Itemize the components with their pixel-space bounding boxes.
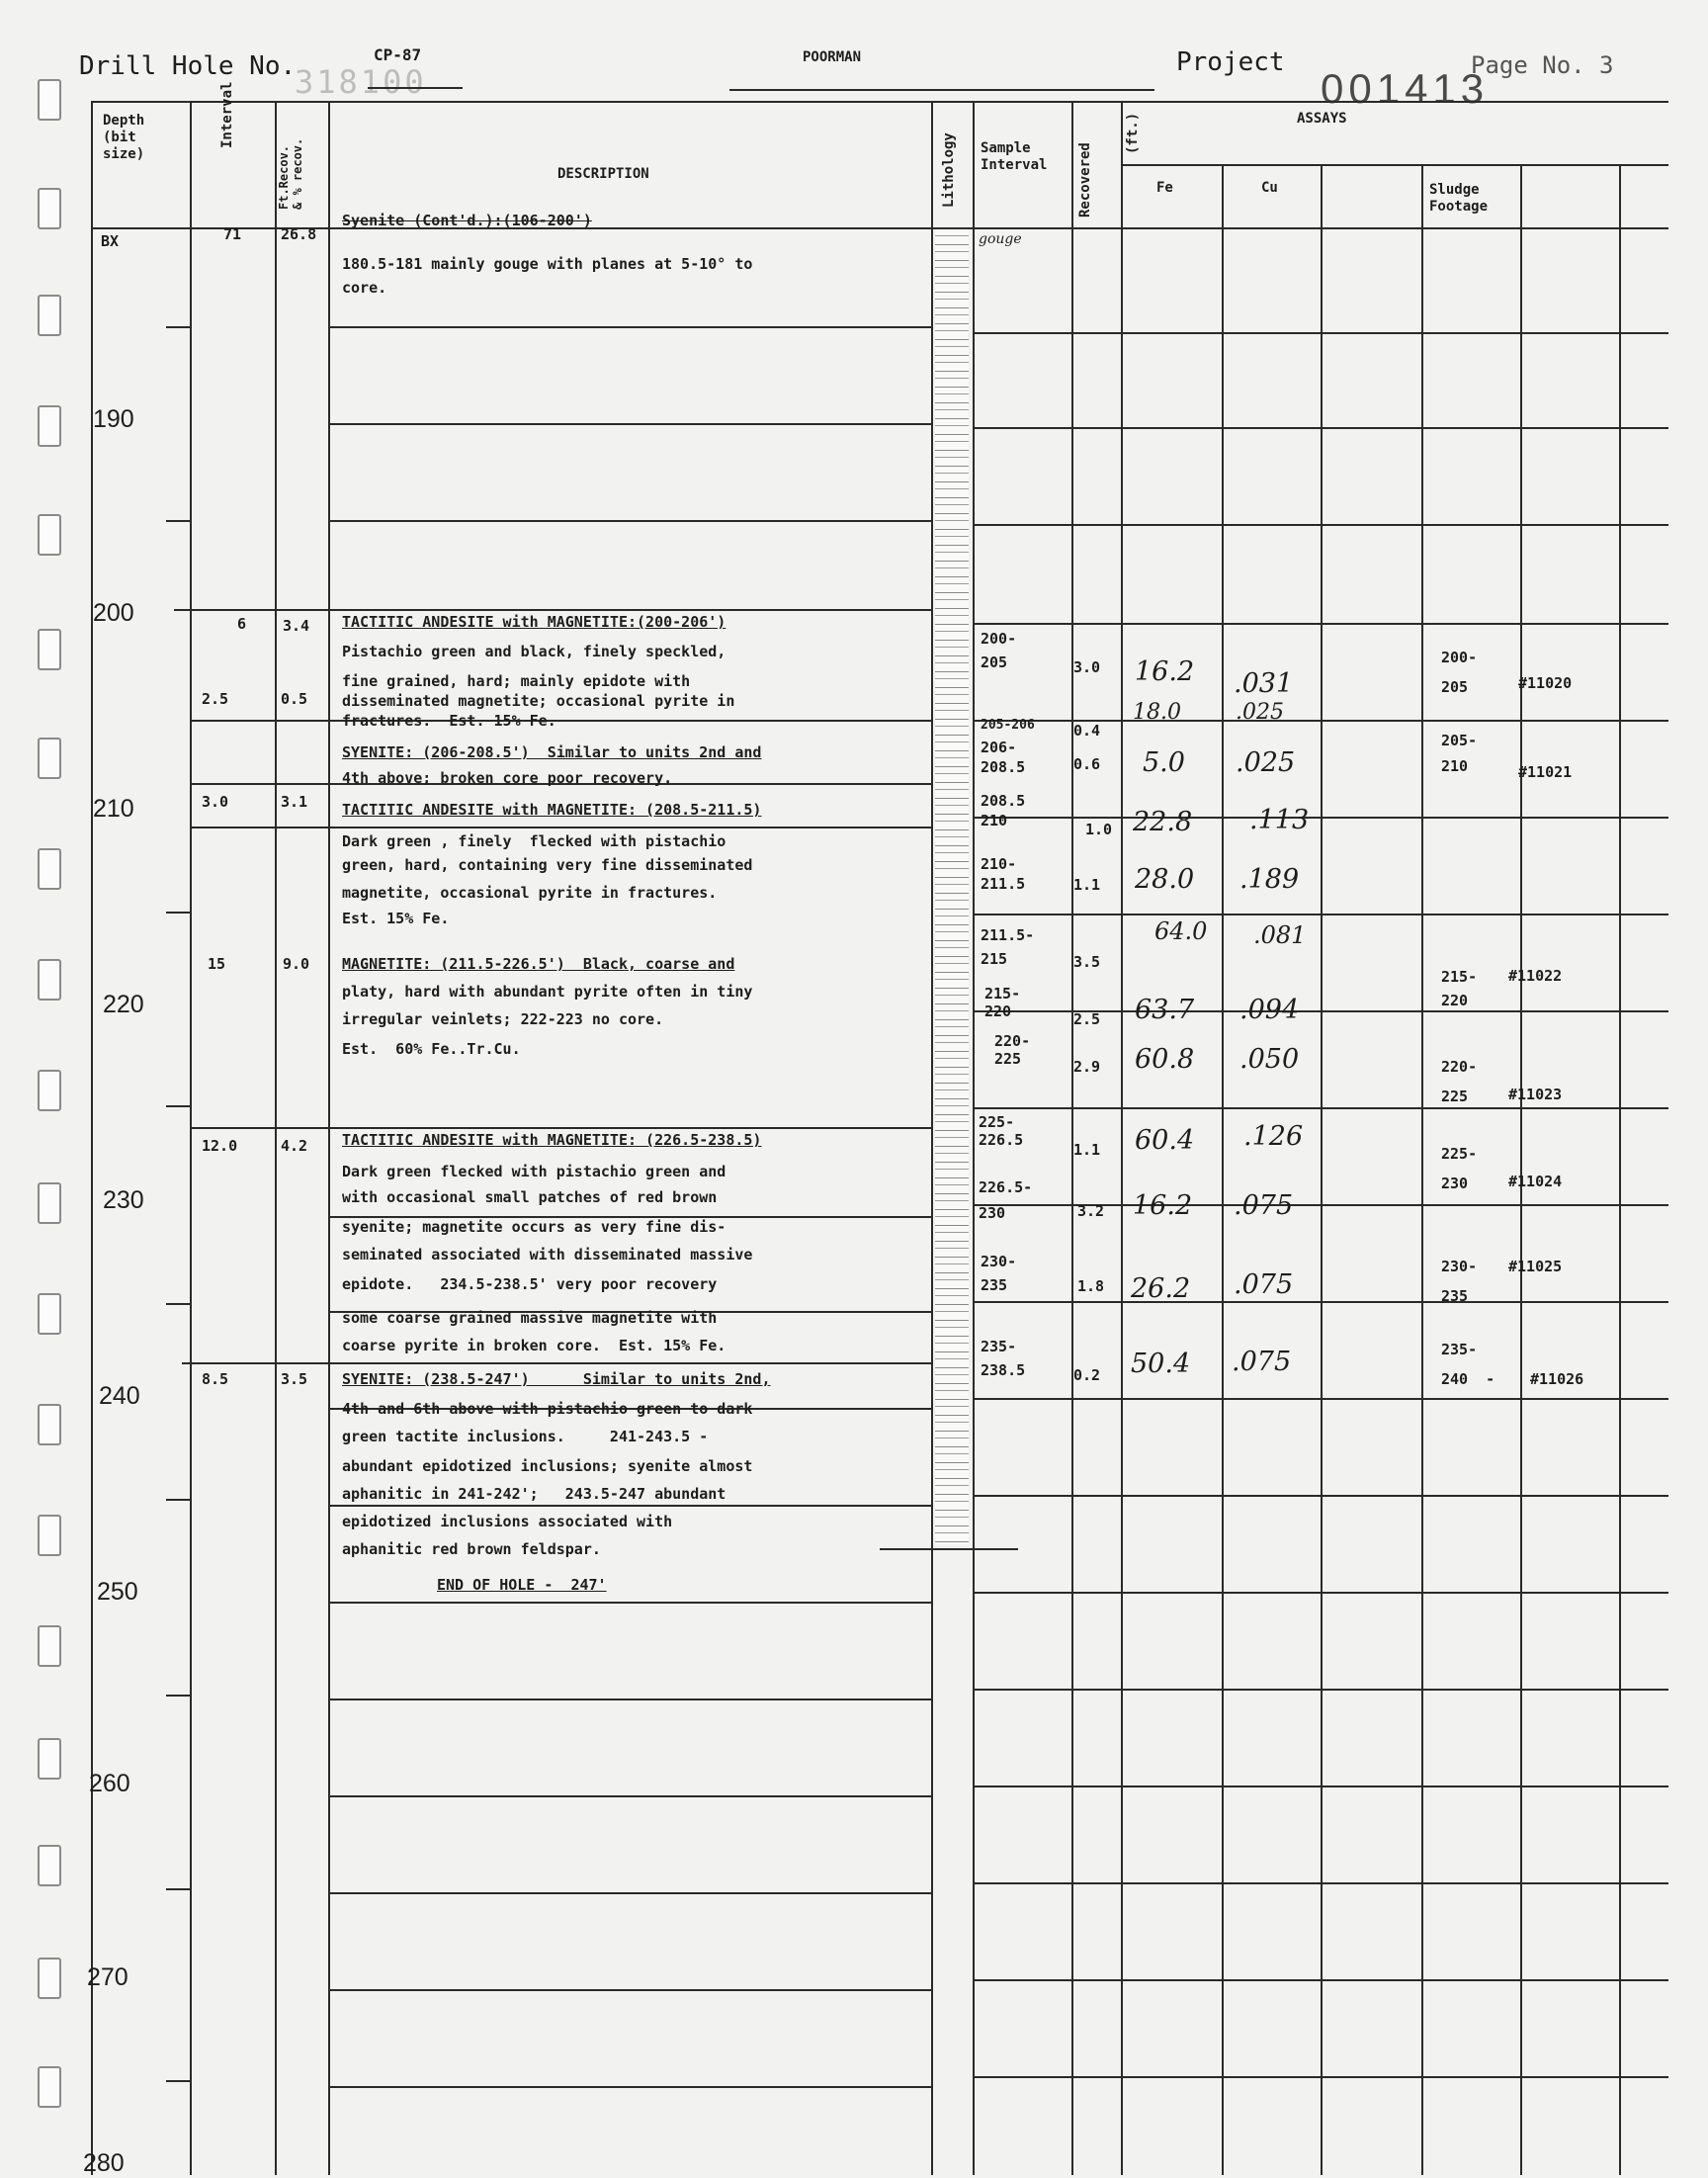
binder-hole: [38, 629, 61, 670]
depth-label: 260: [89, 1770, 130, 1797]
drill-hole-stamp: 318100: [295, 63, 427, 101]
sample-cu: .081: [1253, 921, 1307, 949]
description-unit-heading: TACTITIC ANDESITE with MAGNETITE:(200-206'): [342, 613, 726, 631]
header-fe: Fe: [1156, 180, 1173, 196]
description-unit-heading: SYENITE: (238.5-247') Similar to units 2nd,: [342, 1370, 771, 1388]
sample-cu: .075: [1234, 1269, 1294, 1300]
sample-cu: .094: [1239, 995, 1300, 1025]
sludge-footage: 220- 225: [1441, 1058, 1478, 1105]
description-line: epidote. 234.5-238.5' very poor recovery: [342, 1275, 718, 1293]
description-line: Est. 60% Fe..Tr.Cu.: [342, 1040, 521, 1058]
sample-fe: 64.0: [1154, 917, 1208, 945]
sample-interval: 226.5- 230: [979, 1178, 1033, 1222]
description-line: abundant epidotized inclusions; syenite almost: [342, 1457, 753, 1475]
sludge-number: #11021: [1518, 763, 1573, 781]
header-recovery: Ft.Recov. & % recov.: [277, 137, 304, 210]
recovery-value: 0.5: [281, 690, 308, 708]
description-line: seminated associated with disseminated massive: [342, 1246, 753, 1263]
description-line: Est. 15% Fe.: [342, 910, 450, 927]
interval-value: 6: [237, 615, 247, 633]
interval-value: 71: [223, 225, 242, 243]
sample-recovered: 3.5: [1073, 953, 1101, 971]
binder-hole: [38, 1070, 61, 1111]
sample-fe: 22.8: [1133, 807, 1193, 837]
sample-interval: 230- 235: [981, 1253, 1017, 1294]
binder-hole: [38, 2066, 61, 2108]
sample-fe: 18.0: [1133, 700, 1181, 725]
description-line: aphanitic in 241-242'; 243.5-247 abundant: [342, 1485, 726, 1503]
binder-hole: [38, 188, 61, 229]
header-assays: ASSAYS: [1297, 111, 1347, 127]
end-of-hole: END OF HOLE - 247': [437, 1576, 607, 1594]
sample-recovered: 2.5: [1073, 1010, 1101, 1028]
description-line: 4th above; broken core poor recovery.: [342, 769, 673, 787]
sludge-number: #11022: [1508, 967, 1563, 985]
sample-recovered: 3.2: [1077, 1202, 1105, 1220]
sample-recovered: 0.6: [1073, 755, 1101, 773]
description-line: aphanitic red brown feldspar.: [342, 1540, 601, 1558]
sample-interval: 211.5- 215: [981, 926, 1035, 968]
binder-hole: [38, 405, 61, 447]
description-line: Dark green , finely flecked with pistachio: [342, 832, 726, 850]
sample-fe: 60.4: [1135, 1125, 1195, 1156]
lithology-strip: [935, 229, 969, 1544]
recovery-value: 3.5: [281, 1370, 308, 1388]
interval-value: 3.0: [202, 793, 229, 811]
description-line: some coarse grained massive magnetite with: [342, 1309, 718, 1327]
description-line: Dark green flecked with pistachio green and: [342, 1163, 726, 1180]
sample-cu: .075: [1232, 1347, 1292, 1377]
description-line: 4th and 6th above with pistachio green to dark: [342, 1400, 753, 1418]
description-line: disseminated magnetite; occasional pyrite in: [342, 692, 735, 710]
sample-cu: .031: [1234, 668, 1294, 699]
description-line: fractures. Est. 15% Fe.: [342, 712, 556, 730]
sludge-footage: 225- 230: [1441, 1145, 1478, 1192]
binder-hole: [38, 1182, 61, 1224]
drill-hole-label: Drill Hole No.: [79, 51, 297, 81]
depth-label: 270: [87, 1963, 128, 1991]
description-line: with occasional small patches of red brown: [342, 1188, 718, 1206]
description-line: green, hard, containing very fine disseminated: [342, 856, 753, 874]
description-unit-heading: Syenite (Cont'd.):(106-200'): [342, 212, 592, 229]
sample-cu: .126: [1243, 1121, 1304, 1152]
sludge-number: #11025: [1508, 1258, 1563, 1275]
sample-cu: .075: [1234, 1190, 1294, 1221]
binder-hole: [38, 79, 61, 121]
description-unit-heading: MAGNETITE: (211.5-226.5') Black, coarse and: [342, 955, 735, 973]
binder-hole: [38, 295, 61, 336]
sludge-number: #11023: [1508, 1086, 1563, 1103]
header-lithology: Lithology: [941, 132, 957, 208]
sample-recovered: 0.4: [1073, 722, 1101, 740]
description-line: core.: [342, 279, 387, 297]
interval-value: 8.5: [202, 1370, 229, 1388]
sample-fe: 16.2: [1133, 1190, 1193, 1221]
recovery-value: 26.8: [281, 225, 317, 243]
project-label: Project: [1176, 47, 1285, 77]
depth-label: 220: [103, 991, 144, 1018]
sample-fe: 16.2: [1135, 656, 1195, 687]
sludge-footage: 235- 240 -: [1441, 1341, 1495, 1388]
depth-label: 210: [93, 795, 134, 823]
drill-hole-value: CP-87: [374, 45, 422, 64]
depth-label: 200: [93, 599, 134, 627]
sample-interval: 215- 220: [984, 985, 1021, 1020]
sample-fe: 60.8: [1135, 1044, 1195, 1075]
header-sample-interval: Sample Interval: [981, 140, 1048, 173]
sample-interval: 200- 205: [981, 630, 1017, 671]
header-cu: Cu: [1261, 180, 1278, 196]
depth-label: 190: [93, 405, 134, 433]
recovery-value: 4.2: [281, 1137, 308, 1155]
sample-interval: 235- 238.5: [981, 1338, 1026, 1379]
header-sludge-footage: Sludge Footage: [1429, 182, 1489, 215]
binder-hole: [38, 1845, 61, 1886]
binder-hole: [38, 1515, 61, 1556]
binder-hole: [38, 959, 61, 1001]
description-line: Pistachio green and black, finely speckled,: [342, 643, 726, 660]
sample-fe: 26.2: [1131, 1273, 1191, 1304]
interval-value: 12.0: [202, 1137, 238, 1155]
depth-label: 280: [83, 2149, 125, 2177]
sample-recovered: 1.1: [1073, 876, 1101, 894]
property-name: POORMAN: [803, 49, 862, 65]
sample-fe: 5.0: [1143, 747, 1185, 778]
sample-interval: 208.5 210: [981, 792, 1026, 829]
sample-fe: 63.7: [1135, 995, 1195, 1025]
binder-hole: [38, 514, 61, 556]
sludge-footage: 205- 210: [1441, 732, 1478, 775]
header-ft: (ft.): [1125, 112, 1141, 154]
description-line: epidotized inclusions associated with: [342, 1513, 673, 1530]
sample-cu: .025: [1236, 747, 1296, 778]
document-number-stamp: 001413: [1321, 65, 1490, 112]
binder-hole: [38, 1738, 61, 1780]
sludge-footage: 200- 205: [1441, 649, 1478, 696]
description-line: fine grained, hard; mainly epidote with: [342, 672, 691, 690]
description-line: platy, hard with abundant pyrite often in tiny: [342, 983, 753, 1001]
description-unit-heading: TACTITIC ANDESITE with MAGNETITE: (226.5-238.5): [342, 1131, 762, 1149]
sample-recovered: 1.1: [1073, 1141, 1101, 1159]
sample-recovered: 1.8: [1077, 1277, 1105, 1295]
binder-hole: [38, 1958, 61, 1999]
sample-interval: 205-206: [981, 718, 1035, 733]
sample-recovered: 0.2: [1073, 1366, 1101, 1384]
sample-recovered: 2.9: [1073, 1058, 1101, 1076]
sample-fe: 50.4: [1131, 1349, 1191, 1379]
header-depth: Depth (bit size): [103, 113, 145, 162]
description-unit-heading: TACTITIC ANDESITE with MAGNETITE: (208.5-211.5): [342, 801, 762, 819]
sample-interval: 206- 208.5: [981, 739, 1026, 776]
description-line: irregular veinlets; 222-223 no core.: [342, 1010, 664, 1028]
sludge-footage: 215- 220: [1441, 968, 1478, 1009]
binder-hole: [38, 1293, 61, 1335]
description-line: coarse pyrite in broken core. Est. 15% Fe.: [342, 1337, 726, 1354]
sample-cu: .189: [1239, 864, 1300, 895]
sample-cu: .113: [1249, 805, 1310, 835]
depth-label: 230: [103, 1186, 144, 1214]
binder-hole: [38, 1625, 61, 1667]
gouge-note: gouge: [979, 231, 1022, 247]
sludge-number: #11024: [1508, 1173, 1563, 1190]
recovery-value: 3.1: [281, 793, 308, 811]
sample-cu: .050: [1239, 1044, 1300, 1075]
header-recovered: Recovered: [1077, 142, 1093, 218]
description-line: syenite; magnetite occurs as very fine dis-: [342, 1218, 726, 1236]
sludge-footage: 230- 235: [1441, 1258, 1478, 1305]
page-number: Page No. 3: [1471, 51, 1614, 79]
recovery-value: 9.0: [283, 955, 310, 973]
depth-label: 240: [99, 1382, 140, 1410]
description-line: magnetite, occasional pyrite in fractures.: [342, 884, 718, 902]
header-description: DESCRIPTION: [557, 166, 649, 182]
description-unit-heading: SYENITE: (206-208.5') Similar to units 2nd and: [342, 743, 762, 761]
sample-interval: 210- 211.5: [981, 855, 1026, 893]
binder-hole: [38, 848, 61, 890]
sludge-number: #11026: [1530, 1370, 1584, 1388]
interval-value: 15: [208, 955, 226, 973]
binder-hole: [38, 738, 61, 779]
sample-interval: 220- 225: [994, 1032, 1031, 1068]
bit-size: BX: [101, 232, 120, 250]
sample-recovered: 1.0: [1085, 821, 1113, 838]
header-interval: Interval: [219, 81, 235, 148]
interval-value: 2.5: [202, 690, 229, 708]
description-line: 180.5-181 mainly gouge with planes at 5-10° to: [342, 255, 753, 273]
sample-cu: .025: [1236, 700, 1284, 725]
sludge-number: #11020: [1518, 674, 1573, 692]
depth-label: 250: [97, 1578, 138, 1606]
sample-interval: 225- 226.5: [979, 1113, 1024, 1149]
recovery-value: 3.4: [283, 617, 310, 635]
binder-hole: [38, 1404, 61, 1445]
description-line: green tactite inclusions. 241-243.5 -: [342, 1428, 709, 1445]
sample-fe: 28.0: [1135, 864, 1195, 895]
sample-recovered: 3.0: [1073, 658, 1101, 676]
